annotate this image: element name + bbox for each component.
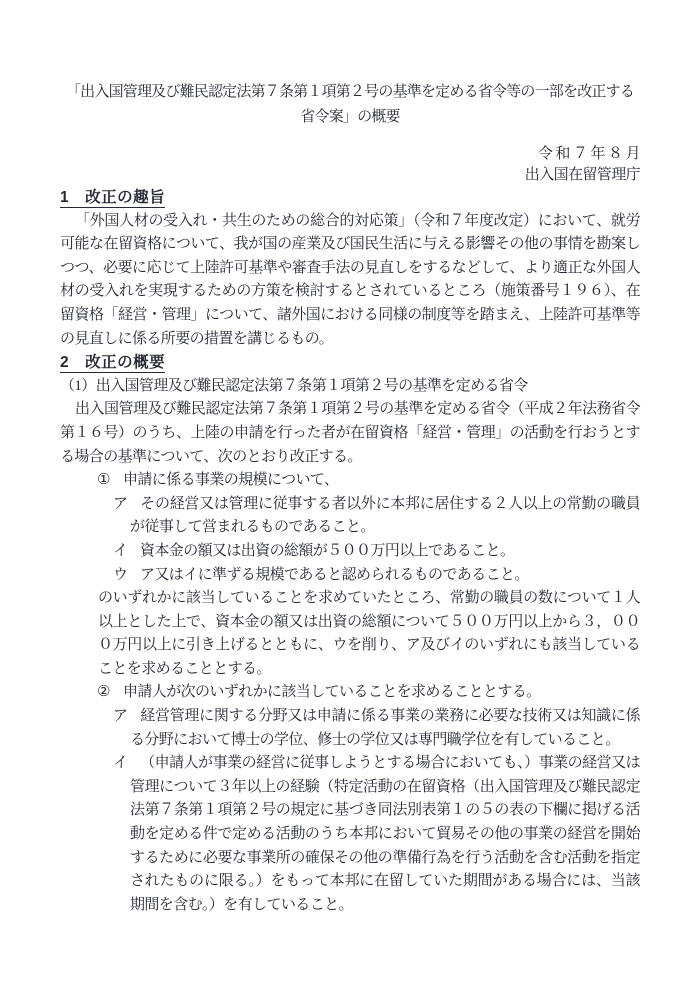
item1-lead: 申請に係る事業の規模について、 [123,472,339,489]
document-title-line1: 「出入国管理及び難民認定法第７条第１項第２号の基準を定める省令等の一部を改正する [65,84,634,100]
item2-subitem-i [60,752,640,917]
item2-lead: 申請人が次のいずれかに該当していることを求めることとする。 [123,684,541,701]
item1-subitem-u [60,564,640,588]
document-title [60,80,640,130]
item1-marker: ① [97,472,110,489]
item2-subitem-a [60,705,640,752]
item1-subitem-u-marker: ウ [113,566,128,583]
document-date: 令 和 ７ 年 ８ 月 [537,146,640,162]
section1-paragraph: 「外国人材の受入れ・共生のための総合的対応策」（令和７年度改定）において、就労可能な在留資格について、我が国の産業及び国民生活に与える影響その他の事情を勘案しつつ、必要に応じて上陸許可基準や審査手法の見直しをするなどして、より適正な外国人材の受入れを実現するための方策を検討するとされているところ（施策番号１９６）、在留資格「経営・管理」について、諸外国における同様の制度等を踏まえ、上陸許可基準等の見直しに係る所要の措置を講じるもの。 [60,212,640,347]
item1-subitem-a-marker: ア [113,495,128,512]
document-content [60,0,640,917]
issuing-agency: 出入国在留管理庁 [524,167,640,183]
section2-intro: 出入国管理及び難民認定法第７条第１項第２号の基準を定める省令（平成２年法務省令第１６号）のうち、上陸の申請を行った者が在留資格「経営・管理」の活動を行おうとする場合の基準について、次のとおり改正する。 [60,401,640,465]
item1-subitem-i-marker: イ [113,542,128,559]
item2-marker: ② [97,684,110,701]
item1-subitem-i [60,540,640,564]
section2-subheading: （1）出入国管理及び難民認定法第７条第１項第２号の基準を定める省令 [60,377,528,394]
item1 [60,469,640,493]
item1-subitem-u-text: ア又はイに準ずる規模であると認められるものであること。 [140,566,529,583]
document-title-line2: 省令案」の概要 [300,109,400,125]
item2-subitem-a-text: 経営管理に関する分野又は申請に係る事業の業務に必要な技術又は知識に係る分野において博士の学位、修士の学位又は専門職学位を有していること。 [130,708,640,748]
item2-subitem-i-text: （申請人が事業の経営に従事しようとする場合においても、）事業の経営又は管理について３年以上の経験（特定活動の在留資格（出入国管理及び難民認定法第７条第１項第２号の規定に基づき同法別表第１の５の表の下欄に掲げる活動を定める件で定める活動のうち本邦において貿易その他の事業の経営を開始するために必要な事業所の確保その他の準備行為を行う活動を含む活動を指定されたものに限る。）をもって本邦に在留していた期間がある場合には、当該期間を含む。）を有していること。 [130,755,640,913]
section1-heading: 1 改正の趣旨 [60,189,166,206]
item2-subitem-a-marker: ア [113,708,128,725]
document-header-right [60,144,640,186]
item1-closing: のいずれかに該当していることを求めていたところ、常勤の職員の数について１人以上とした上で、資本金の額又は出資の総額について５００万円以上から３，０００万円以上に引き上げるとともに、ウを削り、ア及びイのいずれにも該当していることを求めることとする。 [98,590,640,677]
section2-heading: 2 改正の概要 [60,354,166,372]
item1-subitem-i-text: 資本金の額又は出資の総額が５００万円以上であること。 [140,542,515,559]
item1-subitem-a [60,493,640,540]
item2-subitem-i-marker: イ [113,755,128,772]
item1-subitem-a-text: その経営又は管理に従事する者以外に本邦に居住する２人以上の常勤の職員が従事して営まれるものであること。 [130,495,640,536]
item2 [60,681,640,705]
